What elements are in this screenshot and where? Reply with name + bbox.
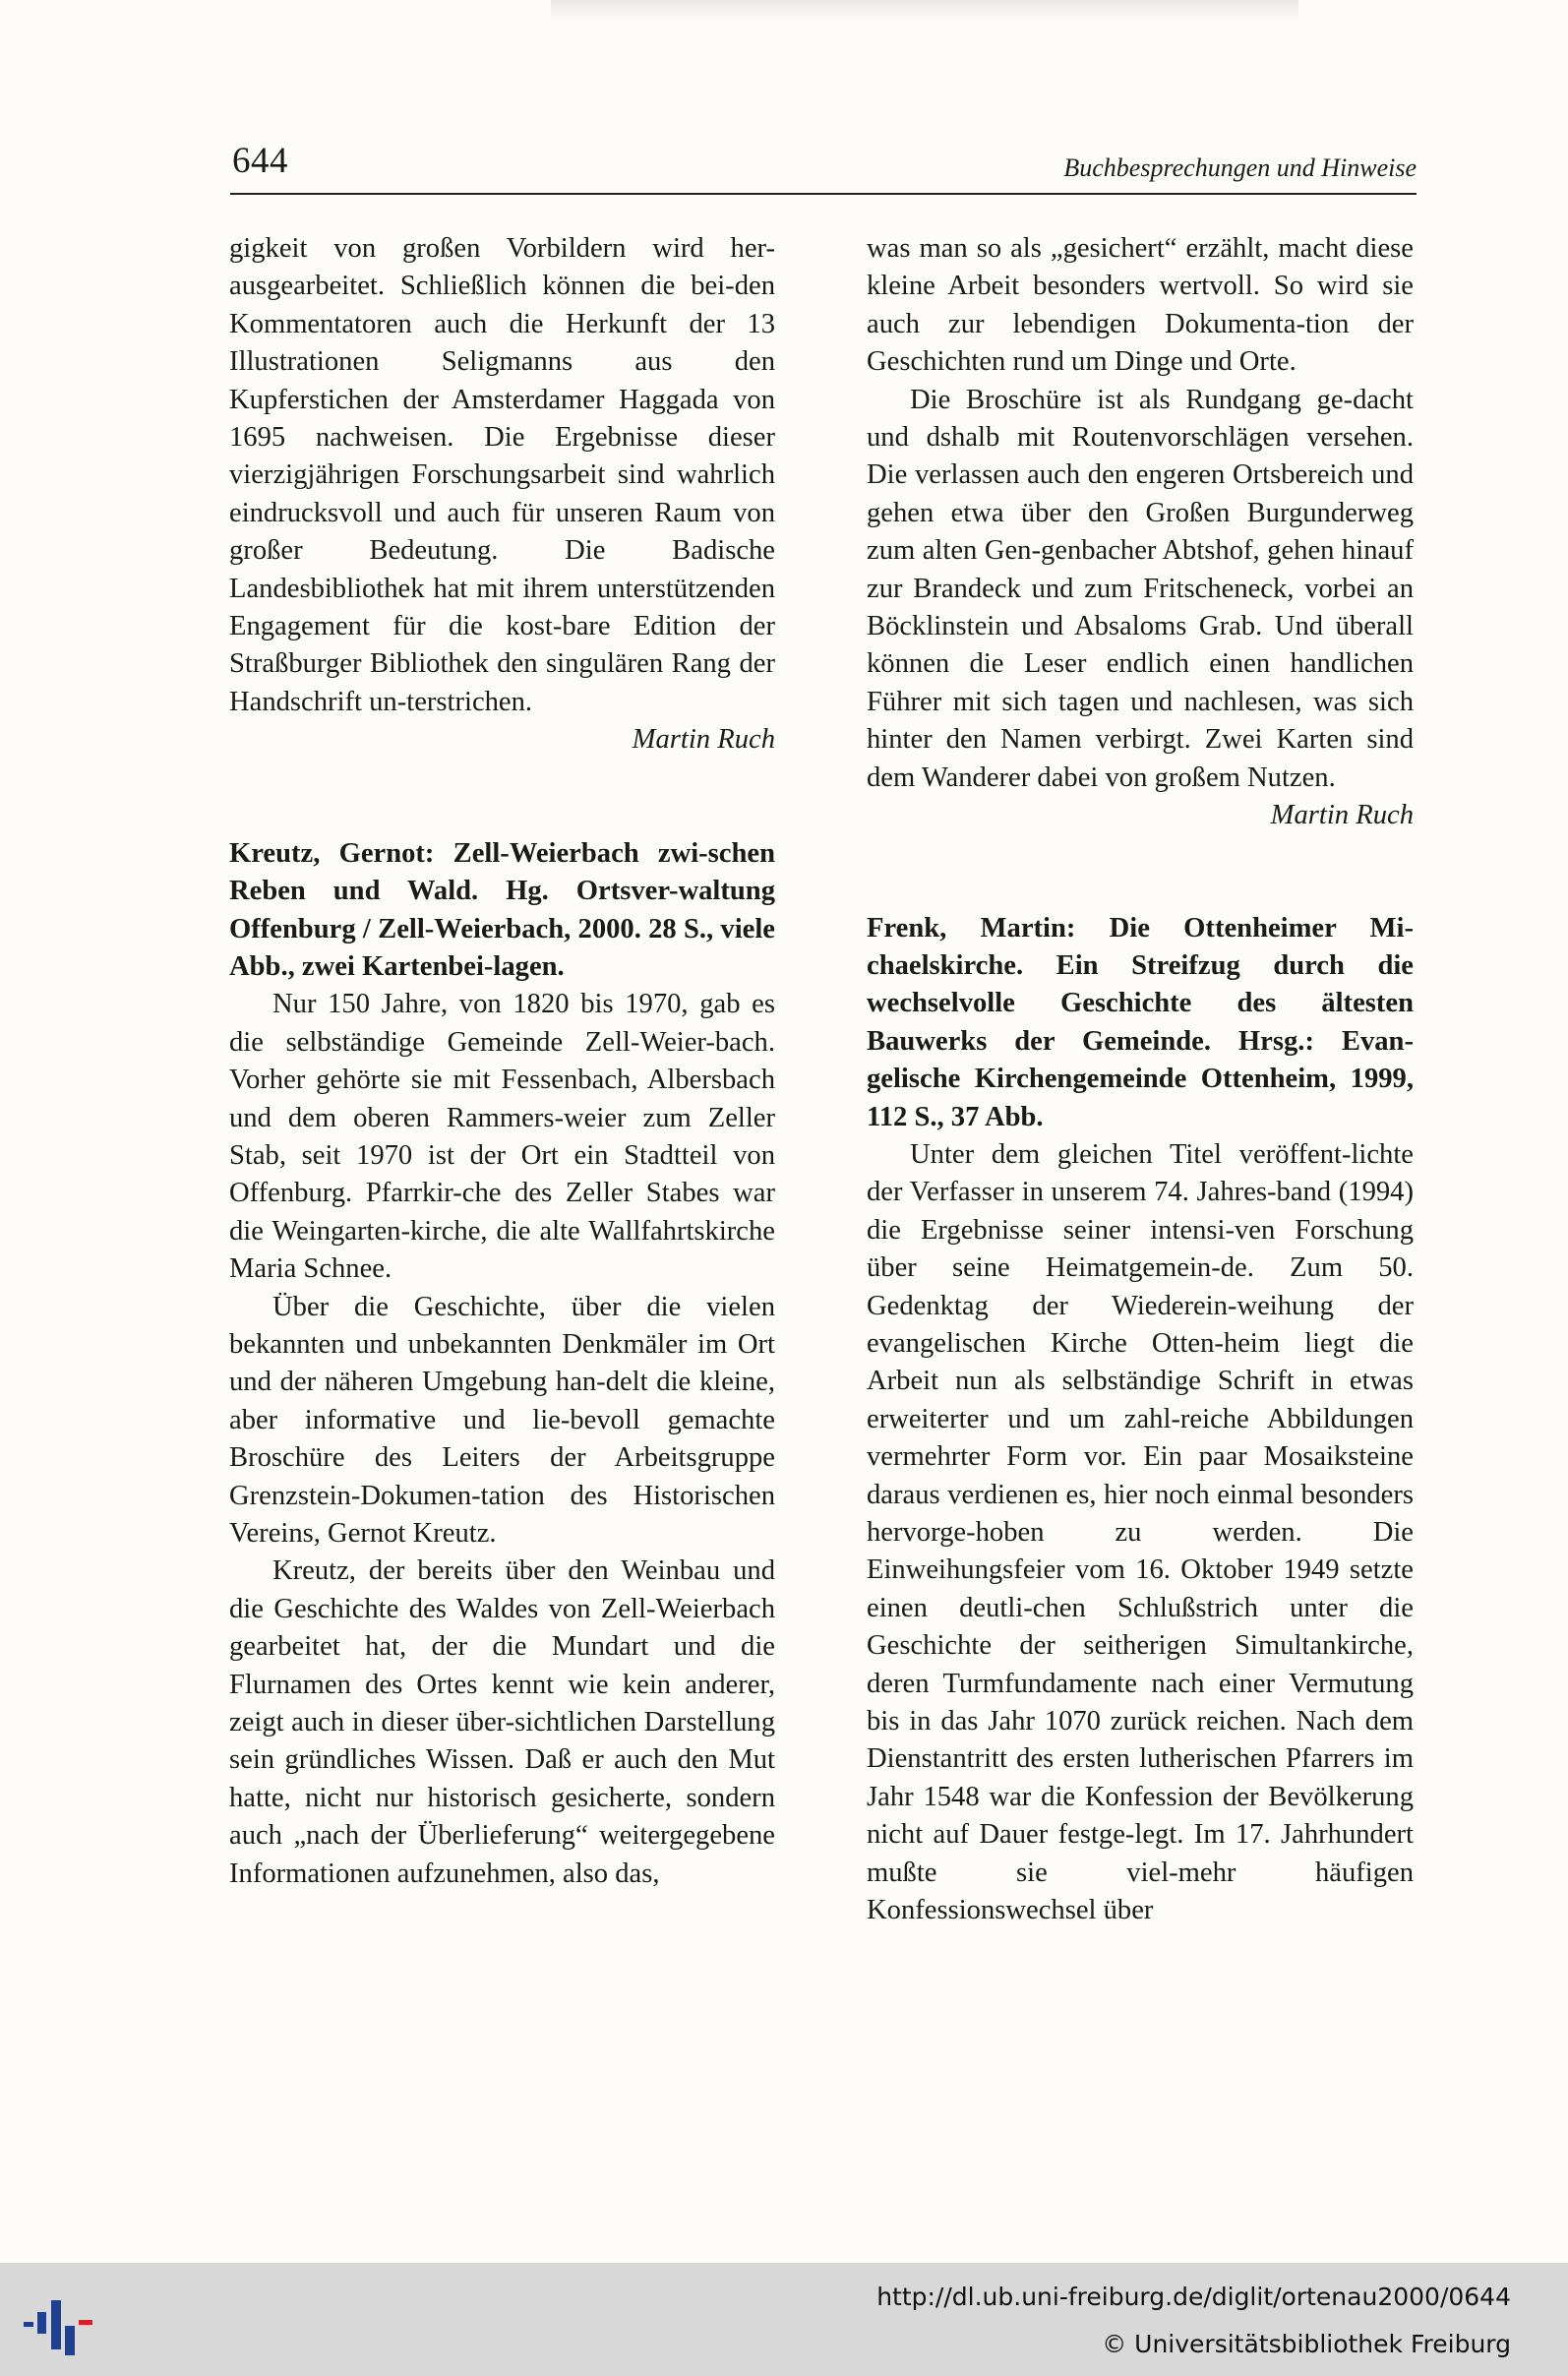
paragraph: Unter dem gleichen Titel veröffent-lichte der Verfasser in unserem 74. Jahres-band (1994) die Ergebnisse seiner intensi-ven Forschung über seine Heimatgemein-de. Zum 50. Gedenktag der Wiederein-weihung der evangelischen Kirche Otten-heim liegt die Arbeit nun als selbständige Schrift in etwas erweiterter und um zahl-reiche Abbildungen vermehrter Form vor. Ein paar Mosaiksteine daraus verdienen es, hier noch einmal besonders hervorge-hoben zu werden. Die Einweihungsfeier vom 16. Oktober 1949 setzte einen deutli-chen Schlußstrich unter die Geschichte der seitherigen Simultankirche, deren Turmfundamente nach einer Vermutung bis in das Jahr 1070 zurück reichen. Nach dem Dienstantritt des ersten lutherischen Pfarrers im Jahr 1548 war die Konfession der Bevölkerung nicht auf Dauer festge-legt. Im 17. Jahrhundert mußte sie viel-mehr häufigen Konfessionswechsel über <box>867 1138 1414 1926</box>
paragraph: Die Broschüre ist als Rundgang ge-dacht und dshalb mit Routenvorschlägen versehen. Die verlassen auch den engeren Ortsbereich und gehen etwa über den Großen Burgunderweg zum alten Gen-genbacher Abtshof, gehen hinauf zur Brandeck und zum Fritscheneck, vorbei an Böcklinstein und Absaloms Grab. Und überall können die Leser endlich einen handlichen Führer mit sich tagen und nachlesen, was sich hinter den Namen verbirgt. Zwei Karten sind dem Wanderer dabei von großem Nutzen. <box>867 384 1414 793</box>
running-head: Buchbesprechungen und Hinweise <box>1063 153 1417 182</box>
paragraph: Über die Geschichte, über die vielen bekannten und unbekannten Denkmäler im Ort und der näheren Umgebung han-delt die kleine, aber informative und lie-bevoll gemachte Broschüre des Leiters der Arbeitsgruppe Grenzstein-Dokumen-tation des Historischen Vereins, Gernot Kreutz. <box>229 1291 775 1549</box>
scan-shadow <box>551 0 1298 22</box>
copyright-notice: © Universitätsbibliothek Freiburg <box>1102 2330 1511 2358</box>
review-heading: Kreutz, Gernot: Zell-Weierbach zwi-schen Reben und Wald. Hg. Ortsver-waltung Offenburg / Zell-Weierbach, 2000. 28 S., viele Abb., zwei Kartenbei-lagen. <box>229 837 775 982</box>
review-heading: Frenk, Martin: Die Ottenheimer Mi-chaelskirche. Ein Streifzug durch die wechselvolle Geschichte des ältesten Bauwerks der Gemeinde. Hrsg.: Evan-gelische Kirchengemeinde Ottenheim, 1999, 112 S., 37 Abb. <box>867 912 1414 1132</box>
continuation-text: gigkeit von großen Vorbildern wird her-ausgearbeitet. Schließlich können die bei-den Kommentatoren auch die Herkunft der 13 Illustrationen Seligmanns aus den Kupferstichen der Amsterdamer Haggada von 1695 nachweisen. Die Ergebnisse dieser vierzigjährigen Forschungsarbeit sind wahrlich eindrucksvoll und auch für unseren Raum von großer Bedeutung. Die Badische Landesbibliothek hat mit ihrem unterstützenden Engagement für die kost-bare Edition der Straßburger Bibliothek den singulären Rang der Handschrift un-terstrichen. <box>229 233 775 717</box>
paragraph: Nur 150 Jahre, von 1820 bis 1970, gab es die selbständige Gemeinde Zell-Weier-bach. Vorher gehörte sie mit Fessenbach, Albersbach und dem oberen Rammers-weier zum Zeller Stab, seit 1970 ist der Ort ein Stadtteil von Offenburg. Pfarrkir-che des Zeller Stabes war die Weingarten-kirche, die alte Wallfahrtskirche Maria Schnee. <box>229 989 775 1285</box>
right-column <box>867 230 1414 1929</box>
review-signature: Martin Ruch <box>632 724 775 756</box>
source-url[interactable]: http://dl.ub.uni-freiburg.de/diglit/ortenau2000/0644 <box>876 2283 1511 2311</box>
footer-bar <box>0 2263 1568 2376</box>
ub-freiburg-logo-icon <box>22 2290 110 2357</box>
paragraph: Kreutz, der bereits über den Weinbau und die Geschichte des Waldes von Zell-Weierbach gearbeitet hat, der die Mundart und die Flurnamen des Ortes kennt wie kein anderer, zeigt auch in dieser über-sichtlichen Darstellung sein gründliches Wissen. Daß er auch den Mut hatte, nicht nur historisch gesicherte, sondern auch „nach der Überlieferung“ weitergegebene Informationen aufzunehmen, also das, <box>229 1555 775 1889</box>
continuation-text: was man so als „gesichert“ erzählt, macht diese kleine Arbeit besonders wertvoll. So wird sie auch zur lebendigen Dokumenta-tion der Geschichten rund um Dinge und Orte. <box>867 233 1414 378</box>
page-header <box>230 136 1417 195</box>
review-signature: Martin Ruch <box>1270 800 1414 831</box>
page-number: 644 <box>232 141 288 181</box>
left-column <box>229 230 775 1893</box>
